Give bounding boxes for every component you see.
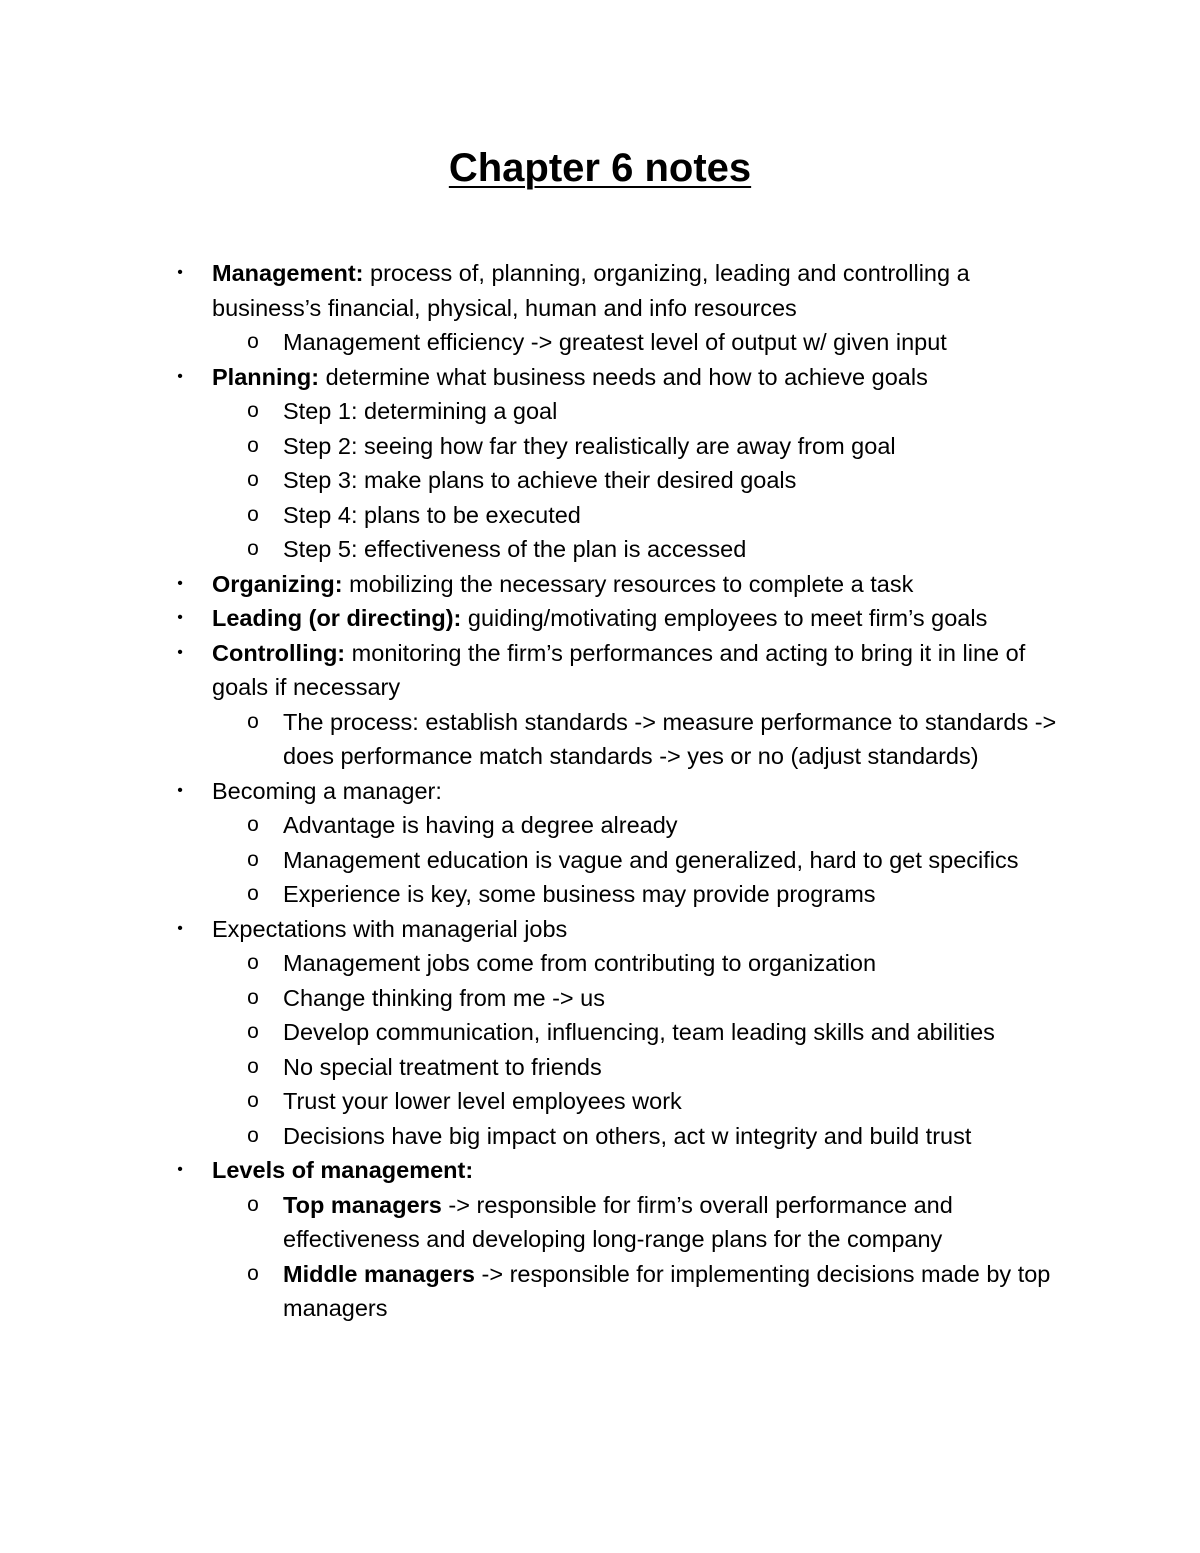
sub-list-item bbox=[247, 981, 1070, 1016]
sub-item-text: No special treatment to friends bbox=[283, 1053, 602, 1080]
sub-item-text: Step 1: determining a goal bbox=[283, 398, 558, 424]
sub-item-text: Decisions have big impact on others, act w integrity and build trust bbox=[283, 1122, 972, 1149]
sub-list-item bbox=[247, 705, 1070, 774]
sub-item-text: Advantage is having a degree already bbox=[283, 812, 678, 838]
sub-bullet-icon: o bbox=[247, 847, 259, 871]
sub-bullet-icon: o bbox=[247, 468, 259, 491]
sub-list-item bbox=[247, 1015, 1070, 1050]
bullet-icon: • bbox=[177, 919, 183, 937]
sub-bullet-icon: o bbox=[247, 537, 259, 560]
sub-bullet-icon: o bbox=[247, 1261, 259, 1285]
bullet-icon: • bbox=[177, 781, 183, 799]
sub-list-item bbox=[247, 1188, 1070, 1257]
sub-list-item bbox=[247, 1084, 1070, 1119]
sub-list-item bbox=[247, 808, 1070, 843]
sub-list-item bbox=[247, 498, 1070, 533]
list-item-planning bbox=[0, 360, 1200, 567]
item-term: Management: bbox=[212, 260, 364, 286]
sub-item-text: -> responsible for firm’s overall performance and effectiveness and developing long-range plans for the company bbox=[283, 1191, 953, 1252]
sub-list-item bbox=[247, 843, 1070, 878]
list-item-controlling bbox=[0, 636, 1200, 774]
sub-item-text: Step 4: plans to be executed bbox=[283, 501, 581, 528]
item-text: Becoming a manager: bbox=[212, 777, 442, 804]
sub-bullet-icon: o bbox=[247, 1054, 259, 1078]
sub-bullet-icon: o bbox=[247, 951, 259, 974]
sub-list bbox=[212, 325, 1070, 360]
item-text: guiding/motivating employees to meet firm’s goals bbox=[461, 605, 988, 631]
list-item-becoming-a-manager bbox=[0, 774, 1200, 912]
sub-item-term: Middle managers bbox=[283, 1260, 475, 1287]
item-text: mobilizing the necessary resources to complete a task bbox=[342, 570, 914, 597]
bullet-icon: • bbox=[177, 609, 183, 626]
sub-item-text: Develop communication, influencing, team leading skills and abilities bbox=[283, 1019, 995, 1045]
sub-list-item bbox=[247, 429, 1070, 464]
sub-bullet-icon: o bbox=[247, 813, 259, 836]
sub-bullet-icon: o bbox=[247, 399, 259, 422]
sub-item-text: Management efficiency -> greatest level of output w/ given input bbox=[283, 329, 947, 355]
list-item-management bbox=[0, 256, 1200, 360]
sub-list-item bbox=[247, 532, 1070, 567]
sub-item-term: Top managers bbox=[283, 1191, 442, 1218]
sub-bullet-icon: o bbox=[247, 502, 259, 526]
sub-item-text: Step 5: effectiveness of the plan is accessed bbox=[283, 536, 747, 562]
bullet-icon: • bbox=[177, 574, 183, 592]
sub-item-text: Step 3: make plans to achieve their desired goals bbox=[283, 467, 797, 493]
bullet-icon: • bbox=[177, 643, 183, 661]
item-term: Controlling: bbox=[212, 639, 346, 666]
sub-item-text: Experience is key, some business may provide programs bbox=[283, 881, 876, 907]
sub-list-item bbox=[247, 1257, 1070, 1326]
list-item-organizing bbox=[0, 567, 1200, 602]
sub-item-text: The process: establish standards -> measure performance to standards -> does performance match standards -> yes or no (adjust standards) bbox=[283, 708, 1057, 769]
sub-list bbox=[212, 946, 1070, 1153]
sub-bullet-icon: o bbox=[247, 1020, 259, 1043]
sub-list-item bbox=[247, 1050, 1070, 1085]
page-title: Chapter 6 notes bbox=[448, 146, 752, 190]
item-text: Expectations with managerial jobs bbox=[212, 915, 568, 942]
sub-bullet-icon: o bbox=[247, 709, 259, 733]
item-term: Planning: bbox=[212, 363, 320, 390]
sub-list-item bbox=[247, 877, 1070, 912]
bullet-icon: • bbox=[177, 367, 183, 385]
item-term: Levels of management: bbox=[212, 1157, 474, 1183]
list-item-expectations bbox=[0, 912, 1200, 1154]
item-text: process of, planning, organizing, leading and controlling a business’s financial, physical, human and info resources bbox=[212, 260, 970, 321]
sub-bullet-icon: o bbox=[247, 1089, 259, 1112]
item-text: determine what business needs and how to achieve goals bbox=[319, 363, 928, 390]
sub-item-text: Management jobs come from contributing to organization bbox=[283, 950, 877, 976]
list-item-leading bbox=[0, 601, 1200, 636]
sub-bullet-icon: o bbox=[247, 985, 259, 1009]
sub-list-item bbox=[247, 463, 1070, 498]
sub-list bbox=[212, 394, 1070, 567]
sub-bullet-icon: o bbox=[247, 1192, 259, 1216]
sub-bullet-icon: o bbox=[247, 330, 259, 353]
sub-list-item bbox=[247, 1119, 1070, 1154]
sub-list bbox=[212, 1188, 1070, 1326]
sub-bullet-icon: o bbox=[247, 1123, 259, 1147]
sub-bullet-icon: o bbox=[247, 882, 259, 905]
sub-item-text: Step 2: seeing how far they realistically are away from goal bbox=[283, 432, 896, 459]
list-item-levels-of-management bbox=[0, 1153, 1200, 1326]
sub-item-text: Trust your lower level employees work bbox=[283, 1088, 682, 1114]
sub-list-item bbox=[247, 394, 1070, 429]
sub-list bbox=[212, 808, 1070, 912]
sub-item-text: Management education is vague and generalized, hard to get specifics bbox=[283, 846, 1019, 873]
sub-item-text: Change thinking from me -> us bbox=[283, 984, 605, 1011]
item-text: monitoring the firm’s performances and acting to bring it in line of goals if necessary bbox=[212, 639, 1026, 700]
sub-list-item bbox=[247, 946, 1070, 981]
item-term: Organizing: bbox=[212, 570, 343, 597]
sub-item-text: -> responsible for implementing decisions made by top managers bbox=[283, 1260, 1051, 1321]
sub-list bbox=[212, 705, 1070, 774]
item-term: Leading (or directing): bbox=[212, 605, 462, 631]
notes-list bbox=[0, 256, 1200, 1326]
bullet-icon: • bbox=[177, 1161, 183, 1178]
sub-bullet-icon: o bbox=[247, 433, 259, 457]
bullet-icon: • bbox=[177, 264, 183, 281]
sub-list-item bbox=[247, 325, 1070, 360]
